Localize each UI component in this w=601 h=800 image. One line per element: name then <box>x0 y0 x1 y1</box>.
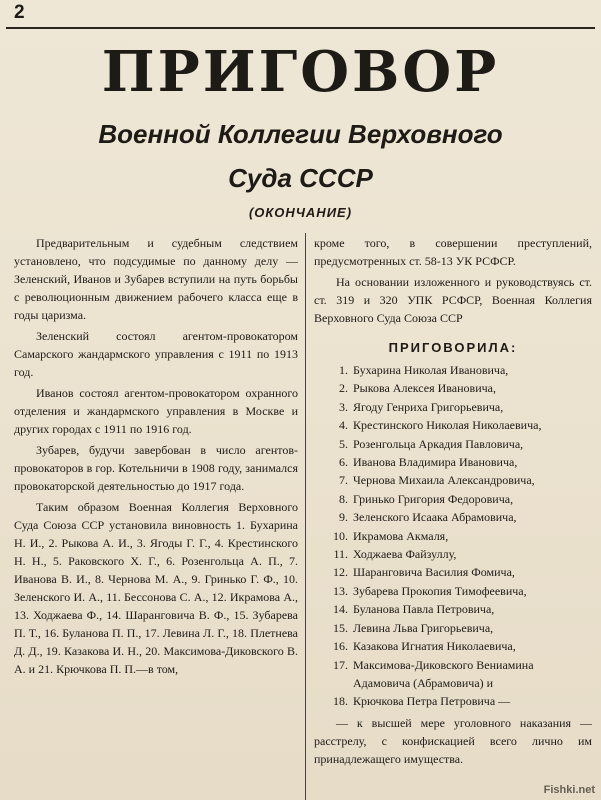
sentenced-item-number: 7. <box>339 473 348 488</box>
sentenced-item-number: 13. <box>333 583 348 598</box>
sentenced-item-number: 14. <box>333 602 348 617</box>
sentenced-item <box>314 619 592 637</box>
sentenced-item-number: 5. <box>339 436 348 451</box>
sentenced-item <box>314 508 592 526</box>
sentenced-item-number: 3. <box>339 399 348 414</box>
left-paragraph-3: Иванов состоял агентом-провокатором охранного отделения и жандармского управления в Москве и других городах с 1911 по 1916 год. <box>14 386 298 436</box>
sentenced-item-number: 8. <box>339 491 348 506</box>
sentenced-item-name: Иванова Владимира Ивановича, <box>353 455 518 470</box>
sentenced-item-name: Максимова-Диковского Вениамина <box>353 657 534 672</box>
sentenced-item <box>314 490 592 508</box>
sentenced-item-number: 1. <box>339 363 348 377</box>
sentenced-item <box>314 379 592 397</box>
headline-subtitle-line2: Суда СССР <box>228 163 373 193</box>
sentenced-item-name: Шаранговича Василия Фомича, <box>353 565 515 580</box>
sentenced-item-number: 2. <box>339 381 348 396</box>
sentenced-list <box>314 361 592 711</box>
right-paragraph-1: кроме того, в совершении преступлений, предусмотренных ст. 58-13 УК РСФСР. <box>314 236 592 268</box>
sentenced-item-number: 4. <box>339 418 348 433</box>
sentenced-item <box>314 398 592 416</box>
sentenced-item-name: Казакова Игнатия Николаевича, <box>353 639 516 654</box>
sentenced-item <box>314 435 592 453</box>
sentenced-item <box>314 545 592 563</box>
left-paragraph-4: Зубарев, будучи завербован в число агентов-провокаторов в гор. Котельничи в 1908 году, занимался провокаторской деятельностью до 1917 года. <box>14 443 298 493</box>
sentenced-item-name: Ходжаева Файзуллу, <box>353 547 457 562</box>
sentenced-item-name: Зубарева Прокопия Тимофеевича, <box>353 583 527 598</box>
sentenced-item-number: 17. <box>333 657 348 672</box>
sentenced-item <box>314 692 592 710</box>
sentenced-item <box>314 416 592 434</box>
sentenced-item-continuation: Адамовича (Абрамовича) и <box>353 675 494 690</box>
continuation-label: (ОКОНЧАНИЕ) <box>248 205 353 220</box>
sentenced-item-name: Икрамова Акмаля, <box>353 528 449 543</box>
right-column <box>314 234 592 768</box>
left-paragraph-2: Зеленский состоял агентом-провокатором Самарского жандармского управления с 1911 по 1913 год. <box>14 329 298 379</box>
sentenced-item-number: 18. <box>333 694 348 709</box>
sentenced-item <box>314 656 592 674</box>
sentenced-item-number: 16. <box>333 639 348 654</box>
sentenced-item <box>314 453 592 471</box>
column-divider <box>305 233 306 800</box>
headline-title: ПРИГОВОР <box>101 39 500 105</box>
sentenced-item-number: 11. <box>333 547 348 562</box>
sentenced-item-name: Левина Льва Григорьевича, <box>353 620 494 635</box>
sentenced-item <box>314 471 592 489</box>
left-paragraph-1: Предварительным и судебным следствием установлено, что подсудимые по данному делу — Зеленский, Иванов и Зубарев вступили на путь борьбы с революционным движением рабочего класса еще в годы царизма. <box>14 236 298 322</box>
sentenced-item <box>314 600 592 618</box>
sentenced-item-name: Бухарина Николая Ивановича, <box>353 363 509 377</box>
watermark: Fishki.net <box>543 784 595 796</box>
sentenced-item-number: 9. <box>339 510 348 525</box>
sentenced-item-name: Розенгольца Аркадия Павловича, <box>353 436 524 451</box>
sentenced-item-number: 10. <box>333 528 348 543</box>
sentenced-item-number: 12. <box>333 565 348 580</box>
sentenced-item-name: Рыкова Алексея Ивановича, <box>353 381 496 396</box>
sentenced-item-name: Гринько Григория Федоровича, <box>353 491 514 506</box>
sentenced-item-name: Крестинского Николая Николаевича, <box>353 418 542 433</box>
sentenced-item-number: 15. <box>333 620 348 635</box>
sentenced-item-name: Чернова Михаила Александровича, <box>353 473 535 488</box>
sentenced-item-name: Буланова Павла Петровича, <box>353 602 495 617</box>
right-paragraph-2: На основании изложенного и руководствуясь ст. ст. 319 и 320 УПК РСФСР, Военная Коллегия Верховного Суда Союза ССР <box>314 275 592 325</box>
closing-paragraph: — к высшей мере уголовного наказания — расстрелу, с конфискацией всего лично им принадлежащего имущества. <box>314 715 592 766</box>
sentenced-item <box>314 527 592 545</box>
sentenced-item <box>314 637 592 655</box>
page-number: 2 <box>14 2 25 23</box>
left-column <box>14 234 298 678</box>
sentenced-item <box>314 582 592 600</box>
sentenced-item <box>314 563 592 581</box>
left-paragraph-5: Таким образом Военная Коллегия Верховного Суда Союза ССР установила виновность 1. Бухарина Н. И., 2. Рыкова А. И., 3. Ягоды Г. Г., 4. Крестинского Н. Н., 5. Раковского Х. Г., 6. Розенгольца А. П., 7. Иванова В. И., 8. Чернова М. А., 9. Гринько Г. Ф., 10. Зеленского И. А., 11. Бессонова С. А., 12. Икрамова А., 13. Ходжаева Ф., 14. Шаранговича В. Ф., 15. Зубарева П. Т., 16. Буланова П. П., 17. Левина Л. Г., 18. Плетнева Д. Д., 19. Казакова И. Н., 20. Максимова-Диковского В. А. и 21. Крючкова П. П.—в том, <box>14 500 298 676</box>
sentenced-item-name: Крючкова Петра Петровича — <box>353 694 511 709</box>
sentenced-item-name: Ягоду Генриха Григорьевича, <box>353 399 504 414</box>
verdict-heading: ПРИГОВОРИЛА: <box>388 340 518 355</box>
sentenced-item-number: 6. <box>339 455 348 470</box>
header-rule <box>6 27 595 29</box>
sentenced-item <box>314 361 592 379</box>
headline-subtitle-line1: Военной Коллегии Верховного <box>98 119 503 149</box>
sentenced-item-name: Зеленского Исаака Абрамовича, <box>353 510 517 525</box>
